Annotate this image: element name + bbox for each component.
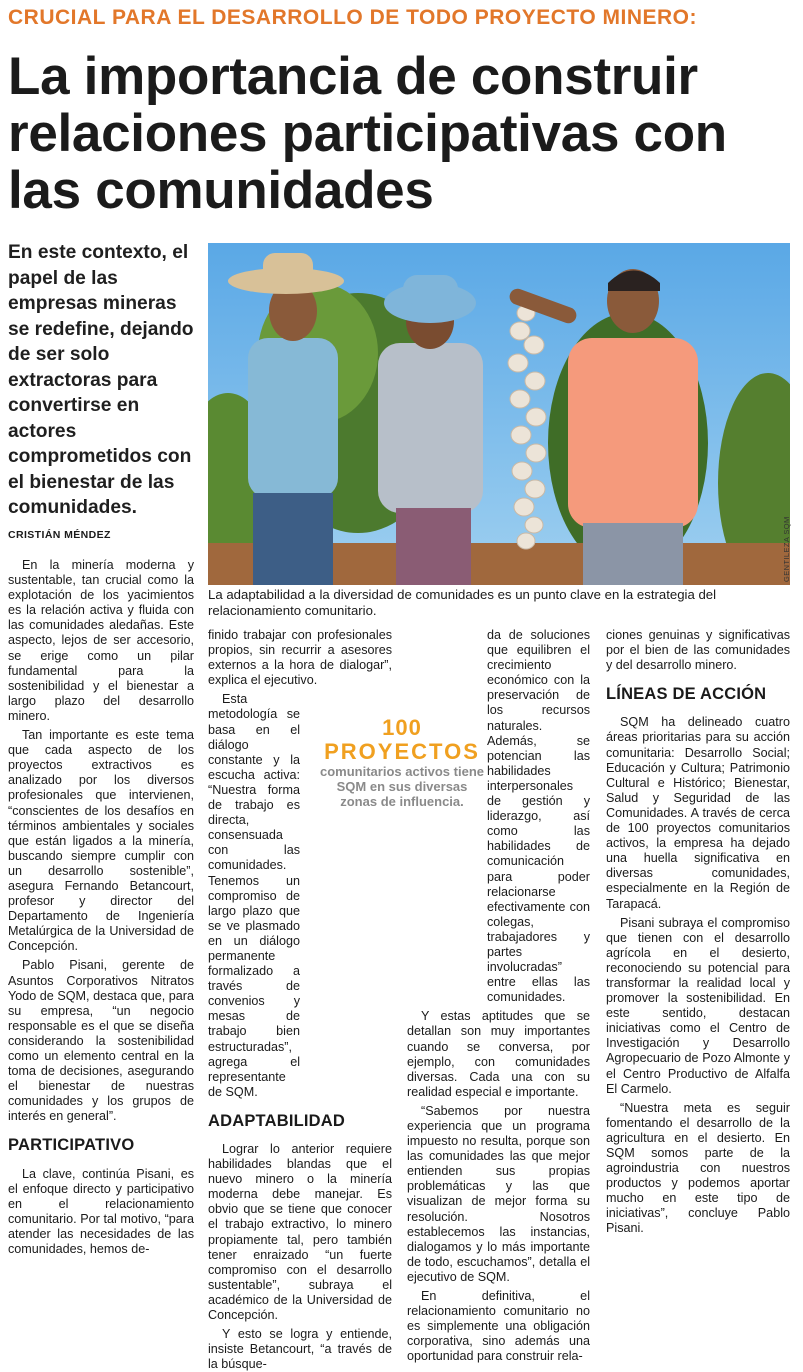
subheading-adaptabilidad: ADAPTABILIDAD bbox=[208, 1111, 346, 1130]
paragraph: Pablo Pisani, gerente de Asuntos Corporativos Nitratos Yodo de SQM, destaca que, para su empresa, “un negocio responsable es el que se diseña considerando la sostenibilidad como un elemento central en la toma de decisiones, asegurando el bienestar de nuestras comunidades y los grupos de interés en general”. bbox=[8, 958, 194, 1124]
paragraph: “Sabemos por nuestra experiencia que un programa impuesto no resulta, porque son las comunidades las que mejor entienden sus propias problemáticas y las que visualizan de mejor forma su resolución. Nosotros establecemos las instancias, dialogamos y lo más importante de todo, escuchamos”, detalla el ejecutivo de SQM. bbox=[407, 1103, 590, 1284]
photo-caption: La adaptabilidad a la diversidad de comunidades es un punto clave en la estrategia del relacionamiento comunitario. bbox=[208, 587, 717, 618]
paragraph: Y estas aptitudes que se detallan son muy importantes cuando se conversa, por ejemplo, con comunidades diversas. Cada una con su realidad especial e importante. bbox=[407, 1009, 590, 1099]
paragraph: SQM ha delineado cuatro áreas prioritarias para su acción comunitaria: Desarrollo Social; Educación y Cultura; Patrimonio Cultural e Histórico; Bienestar, Salud y Seguridad de las Comunidades. A través de cerca de 100 proyectos comunitarios activos, la empresa ha dejado una huella significativa en diversas comunidades, especialmente en la Región de Tarapacá. bbox=[606, 715, 790, 911]
pull-quote-number: 100 bbox=[382, 715, 422, 740]
headline: La importancia de construir relaciones participativas con las comunidades bbox=[8, 47, 727, 220]
paragraph: En la minería moderna y sustentable, tan crucial como la explotación de los yacimientos es la relación activa y fluida con las comunidades aledañas. Este aspecto, lejos de ser accesorio, se erige como un pilar fundamental para la sostenibilidad y el bienestar a largo plazo del desarrollo minero. bbox=[8, 558, 194, 723]
paragraph: Tan importante es este tema que cada aspecto de los proyectos extractivos es analizado por los diversos profesionales que intervienen, “conscientes de los desafíos en términos ambientales y sociales que están ligados a la minería, buscando siempre cumplir con un desarrollo sostenible”, asegura Fernando Betancourt, profesor y director del Departamento de Ingeniería Metalúrgica de la Universidad de Concepción. bbox=[8, 728, 194, 954]
paragraph: “Nuestra meta es seguir fomentando el desarrollo de la agricultura en el desierto. En SQM somos parte de la agroindustria con nuestros productos y podemos aportar mucho en este tipo de iniciativas”, concluye Pablo Pisani. bbox=[606, 1100, 790, 1236]
column-4 bbox=[606, 628, 790, 1237]
pull-quote-word: PROYECTOS bbox=[324, 739, 480, 764]
paragraph: Lograr lo anterior requiere habilidades blandas que el nuevo minero o la minería moderna debe manejar. Es obvio que se tiene que conocer el trabajo extractivo, lo minero propiamente tal, pero también tener enraizado “un fuerte compromiso con el desarrollo sustentable”, subraya el académico de la Universidad de Concepción. bbox=[208, 1142, 392, 1323]
subheading-participativo: PARTICIPATIVO bbox=[8, 1136, 135, 1155]
paragraph: Esta metodología se basa en el diálogo constante y la escucha activa: “Nuestra forma de trabajo es directa, consensuada con las comunidades. Tenemos un compromiso de largo plazo que se ve plasmado en un diálogo permanente formalizado a través de convenios y mesas de trabajo bien estructuradas”, agrega el representante de SQM. bbox=[208, 692, 300, 1099]
pull-quote bbox=[318, 716, 486, 834]
byline: CRISTIÁN MÉNDEZ bbox=[8, 529, 111, 541]
paragraph: Y esto se logra y entiende, insiste Betancourt, “a través de la búsque- bbox=[208, 1327, 392, 1372]
photo-credit: GENTILEZA SQM bbox=[782, 516, 791, 582]
paragraph: Pisani subraya el compromiso que tienen con el desarrollo agrícola en el desierto, reconociendo su potencial para transformar la realidad local y promover la sostenibilidad. En este sentido, destacan iniciativas como el Centro de Investigación y Desarrollo Agropecuario de Pozo Almonte y el Centro Productivo de Alfalfa El Carmelo. bbox=[606, 915, 790, 1096]
paragraph: La clave, continúa Pisani, es el enfoque directo y participativo en el relacionamiento comunitario. Por tal motivo, “para atender las necesidades de las comunidades, hemos de- bbox=[8, 1166, 194, 1257]
column-1 bbox=[8, 558, 194, 1257]
subheading-lineas-de-accion: LÍNEAS DE ACCIÓN bbox=[606, 685, 767, 704]
paragraph: ciones genuinas y significativas por el bien de las comunidades y del desarrollo minero. bbox=[606, 628, 790, 673]
paragraph: finido trabajar con profesionales propios, sin recurrir a asesores externos a la hora de dialogar”, explica el ejecutivo. bbox=[208, 628, 392, 688]
paragraph: En definitiva, el relacionamiento comunitario no es simplemente una obligación corporativa, sino además una oportunidad para construir rela- bbox=[407, 1289, 590, 1364]
photo-farmers-garlic bbox=[208, 243, 790, 585]
paragraph: da de soluciones que equilibren el crecimiento económico con la preservación de los recursos naturales. Además, se potencian las habilidades interpersonales de gestión y liderazgo, así como las habilidades de comunicación para poder relacionarse efectivamente con colegas, trabajadores y partes involucradas” entre ellas las comunidades. bbox=[487, 628, 590, 1005]
pull-quote-text: comunitarios activos tiene SQM en sus diversas zonas de influencia. bbox=[320, 764, 484, 809]
kicker: CRUCIAL PARA EL DESARROLLO DE TODO PROYECTO MINERO: bbox=[8, 6, 697, 29]
lede: En este contexto, el papel de las empresas mineras se redefine, dejando de ser solo extractoras para convertirse en actores comprometidos con el bienestar de las comunidades. bbox=[8, 242, 194, 518]
